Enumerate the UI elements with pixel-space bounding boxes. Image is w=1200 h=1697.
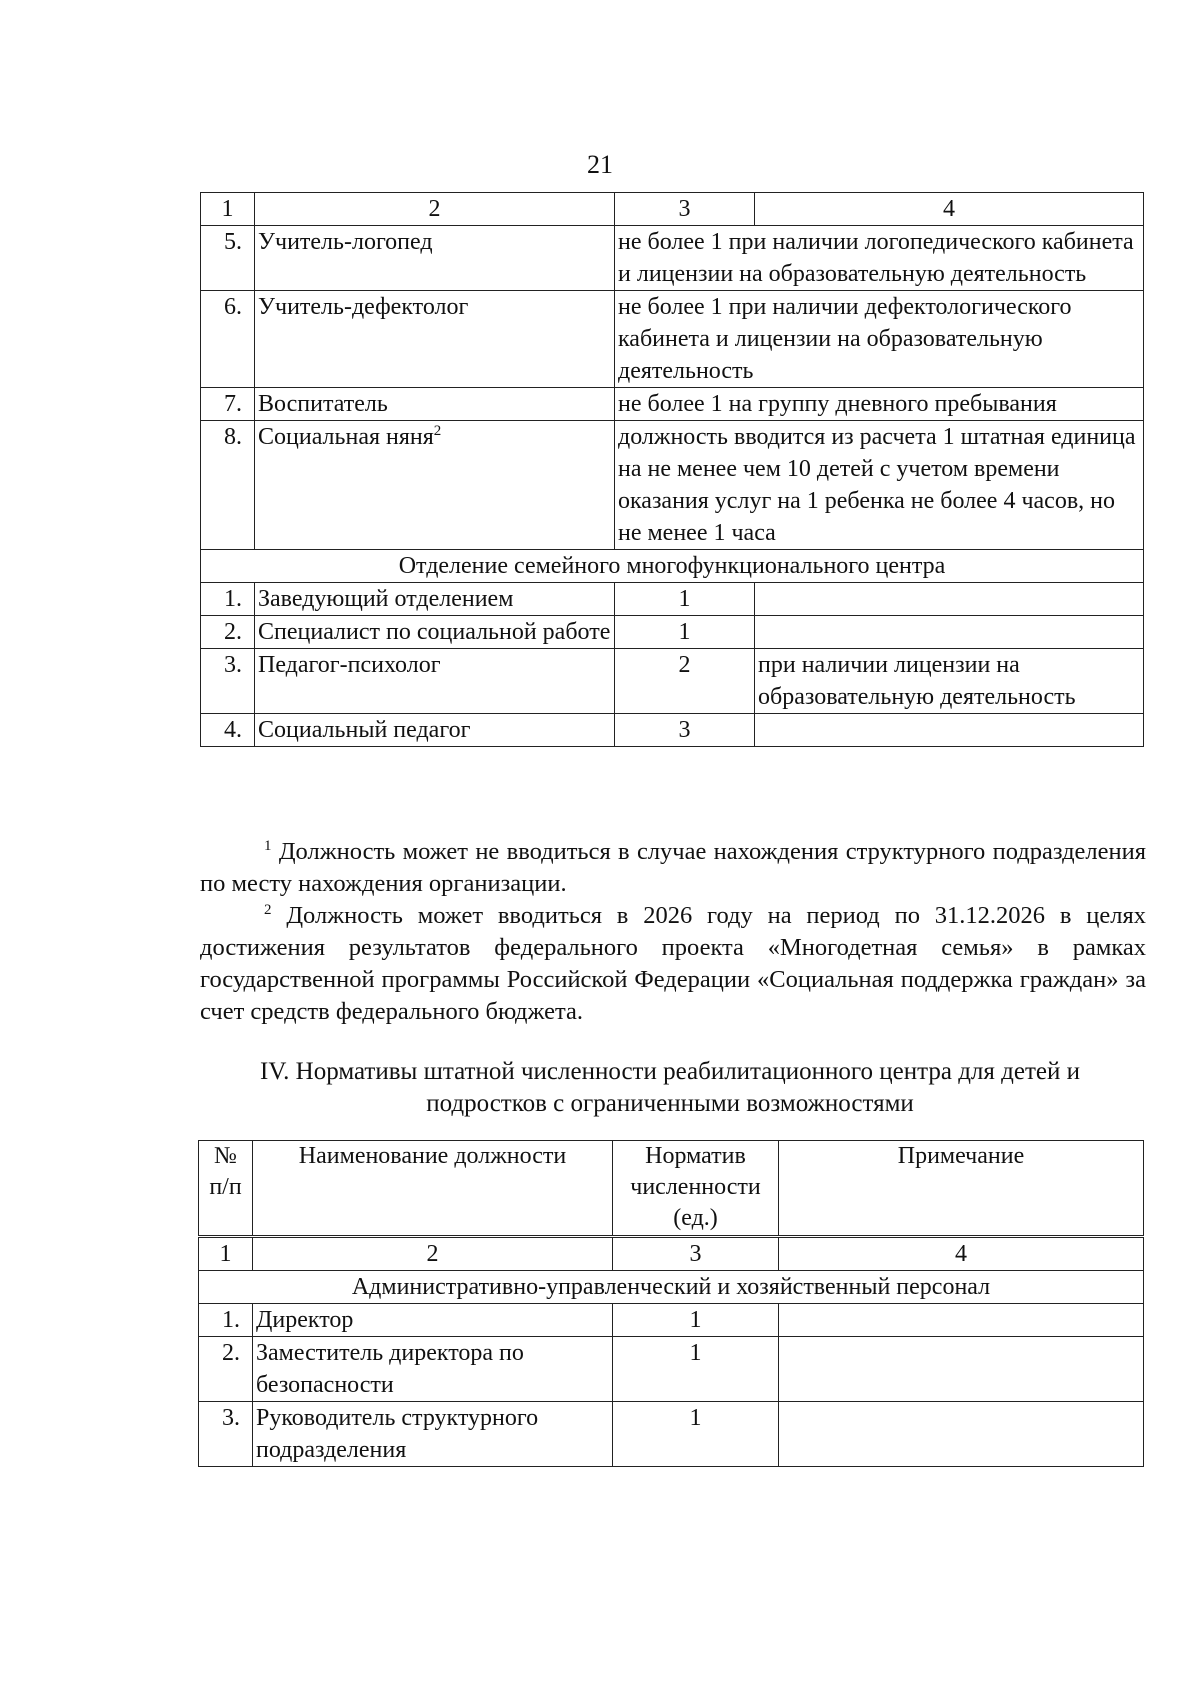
column-number: 3	[615, 193, 755, 226]
table-row	[201, 421, 1144, 550]
note	[755, 714, 1144, 747]
footnotes	[200, 836, 1146, 1028]
note	[779, 1304, 1144, 1337]
table-row	[201, 226, 1144, 291]
column-number: 2	[253, 1238, 613, 1271]
section-heading-line: подростков с ограниченными возможностями	[426, 1090, 914, 1117]
row-number: 6.	[201, 291, 255, 388]
header-note: Примечание	[779, 1141, 1144, 1236]
column-number: 2	[255, 193, 615, 226]
footnote-mark: 2	[264, 901, 272, 918]
norm-value: 1	[613, 1337, 779, 1402]
section-title: Административно-управленческий и хозяйственный персонал	[199, 1271, 1144, 1304]
row-number: 1.	[199, 1304, 253, 1337]
table-row	[201, 616, 1144, 649]
norm-note: не более 1 при наличии дефектологического кабинета и лицензии на образовательную деятельность	[615, 291, 1144, 388]
section-row	[201, 550, 1144, 583]
position-name: Руководитель структурного подразделения	[253, 1402, 613, 1467]
header-name: Наименование должности	[253, 1141, 613, 1236]
position-name: Педагог-психолог	[255, 649, 615, 714]
section-heading-line: IV. Нормативы штатной численности реабилитационного центра для детей и	[260, 1058, 1080, 1085]
row-number: 8.	[201, 421, 255, 550]
column-number: 1	[201, 193, 255, 226]
row-number: 2.	[201, 616, 255, 649]
section-heading	[190, 1056, 1150, 1120]
staffing-table	[198, 1237, 1144, 1467]
table-row	[201, 291, 1144, 388]
header-num: № п/п	[199, 1141, 253, 1236]
column-number: 4	[779, 1238, 1144, 1271]
position-name-cell	[255, 421, 615, 550]
footnote-mark: 2	[433, 423, 442, 439]
norm-value: 2	[615, 649, 755, 714]
column-number: 1	[199, 1238, 253, 1271]
position-name: Социальный педагог	[255, 714, 615, 747]
row-number: 4.	[201, 714, 255, 747]
norm-value: 1	[615, 616, 755, 649]
footnote	[200, 900, 1146, 1028]
footnote-mark: 1	[264, 837, 272, 854]
norm-note: должность вводится из расчета 1 штатная единица на не менее чем 10 детей с учетом времени оказания услуг на 1 ребенка не более 4 часов, но не менее 1 часа	[615, 421, 1144, 550]
note	[779, 1402, 1144, 1467]
row-number: 5.	[201, 226, 255, 291]
table-row	[199, 1402, 1144, 1467]
note	[779, 1337, 1144, 1402]
table-row	[199, 1337, 1144, 1402]
table-row	[201, 583, 1144, 616]
note	[755, 583, 1144, 616]
table-row	[201, 714, 1144, 747]
note	[755, 616, 1144, 649]
row-number: 2.	[199, 1337, 253, 1402]
position-name: Заведующий отделением	[255, 583, 615, 616]
table-row	[199, 1304, 1144, 1337]
table-row	[201, 649, 1144, 714]
column-number-row	[201, 193, 1144, 226]
section-title: Отделение семейного многофункционального центра	[201, 550, 1144, 583]
position-name: Учитель-дефектолог	[255, 291, 615, 388]
column-number: 3	[613, 1238, 779, 1271]
row-number: 3.	[201, 649, 255, 714]
position-name: Воспитатель	[255, 388, 615, 421]
position-name: Учитель-логопед	[255, 226, 615, 291]
note: при наличии лицензии на образовательную деятельность	[755, 649, 1144, 714]
norm-value: 3	[615, 714, 755, 747]
section-row	[199, 1271, 1144, 1304]
footnote-text: Должность может не вводиться в случае нахождения структурного подразделения по месту нахождения организации.	[200, 838, 1147, 897]
row-number: 7.	[201, 388, 255, 421]
staffing-table-continued	[200, 192, 1144, 747]
norm-value: 1	[615, 583, 755, 616]
footnote-text: Должность может вводиться в 2026 году на период по 31.12.2026 в целях достижения результатов федерального проекта «Многодетная семья» в рамках государственной программы Российской Федерации «Социальная поддержка граждан» за счет средств федерального бюджета.	[200, 902, 1147, 1025]
position-name: Специалист по социальной работе	[255, 616, 615, 649]
column-number: 4	[755, 193, 1144, 226]
row-number: 1.	[201, 583, 255, 616]
position-name: Социальная няня	[258, 424, 434, 450]
header-norm: Норматив численности (ед.)	[613, 1141, 779, 1236]
header-row	[199, 1141, 1144, 1236]
table-row	[201, 388, 1144, 421]
column-number-row	[199, 1238, 1144, 1271]
position-name: Заместитель директора по безопасности	[253, 1337, 613, 1402]
norm-note: не более 1 при наличии логопедического кабинета и лицензии на образовательную деятельность	[615, 226, 1144, 291]
position-name: Директор	[253, 1304, 613, 1337]
norm-note: не более 1 на группу дневного пребывания	[615, 388, 1144, 421]
page-number: 21	[587, 150, 613, 179]
row-number: 3.	[199, 1402, 253, 1467]
footnote	[200, 836, 1146, 900]
norm-value: 1	[613, 1402, 779, 1467]
staffing-table-header	[198, 1140, 1144, 1236]
norm-value: 1	[613, 1304, 779, 1337]
